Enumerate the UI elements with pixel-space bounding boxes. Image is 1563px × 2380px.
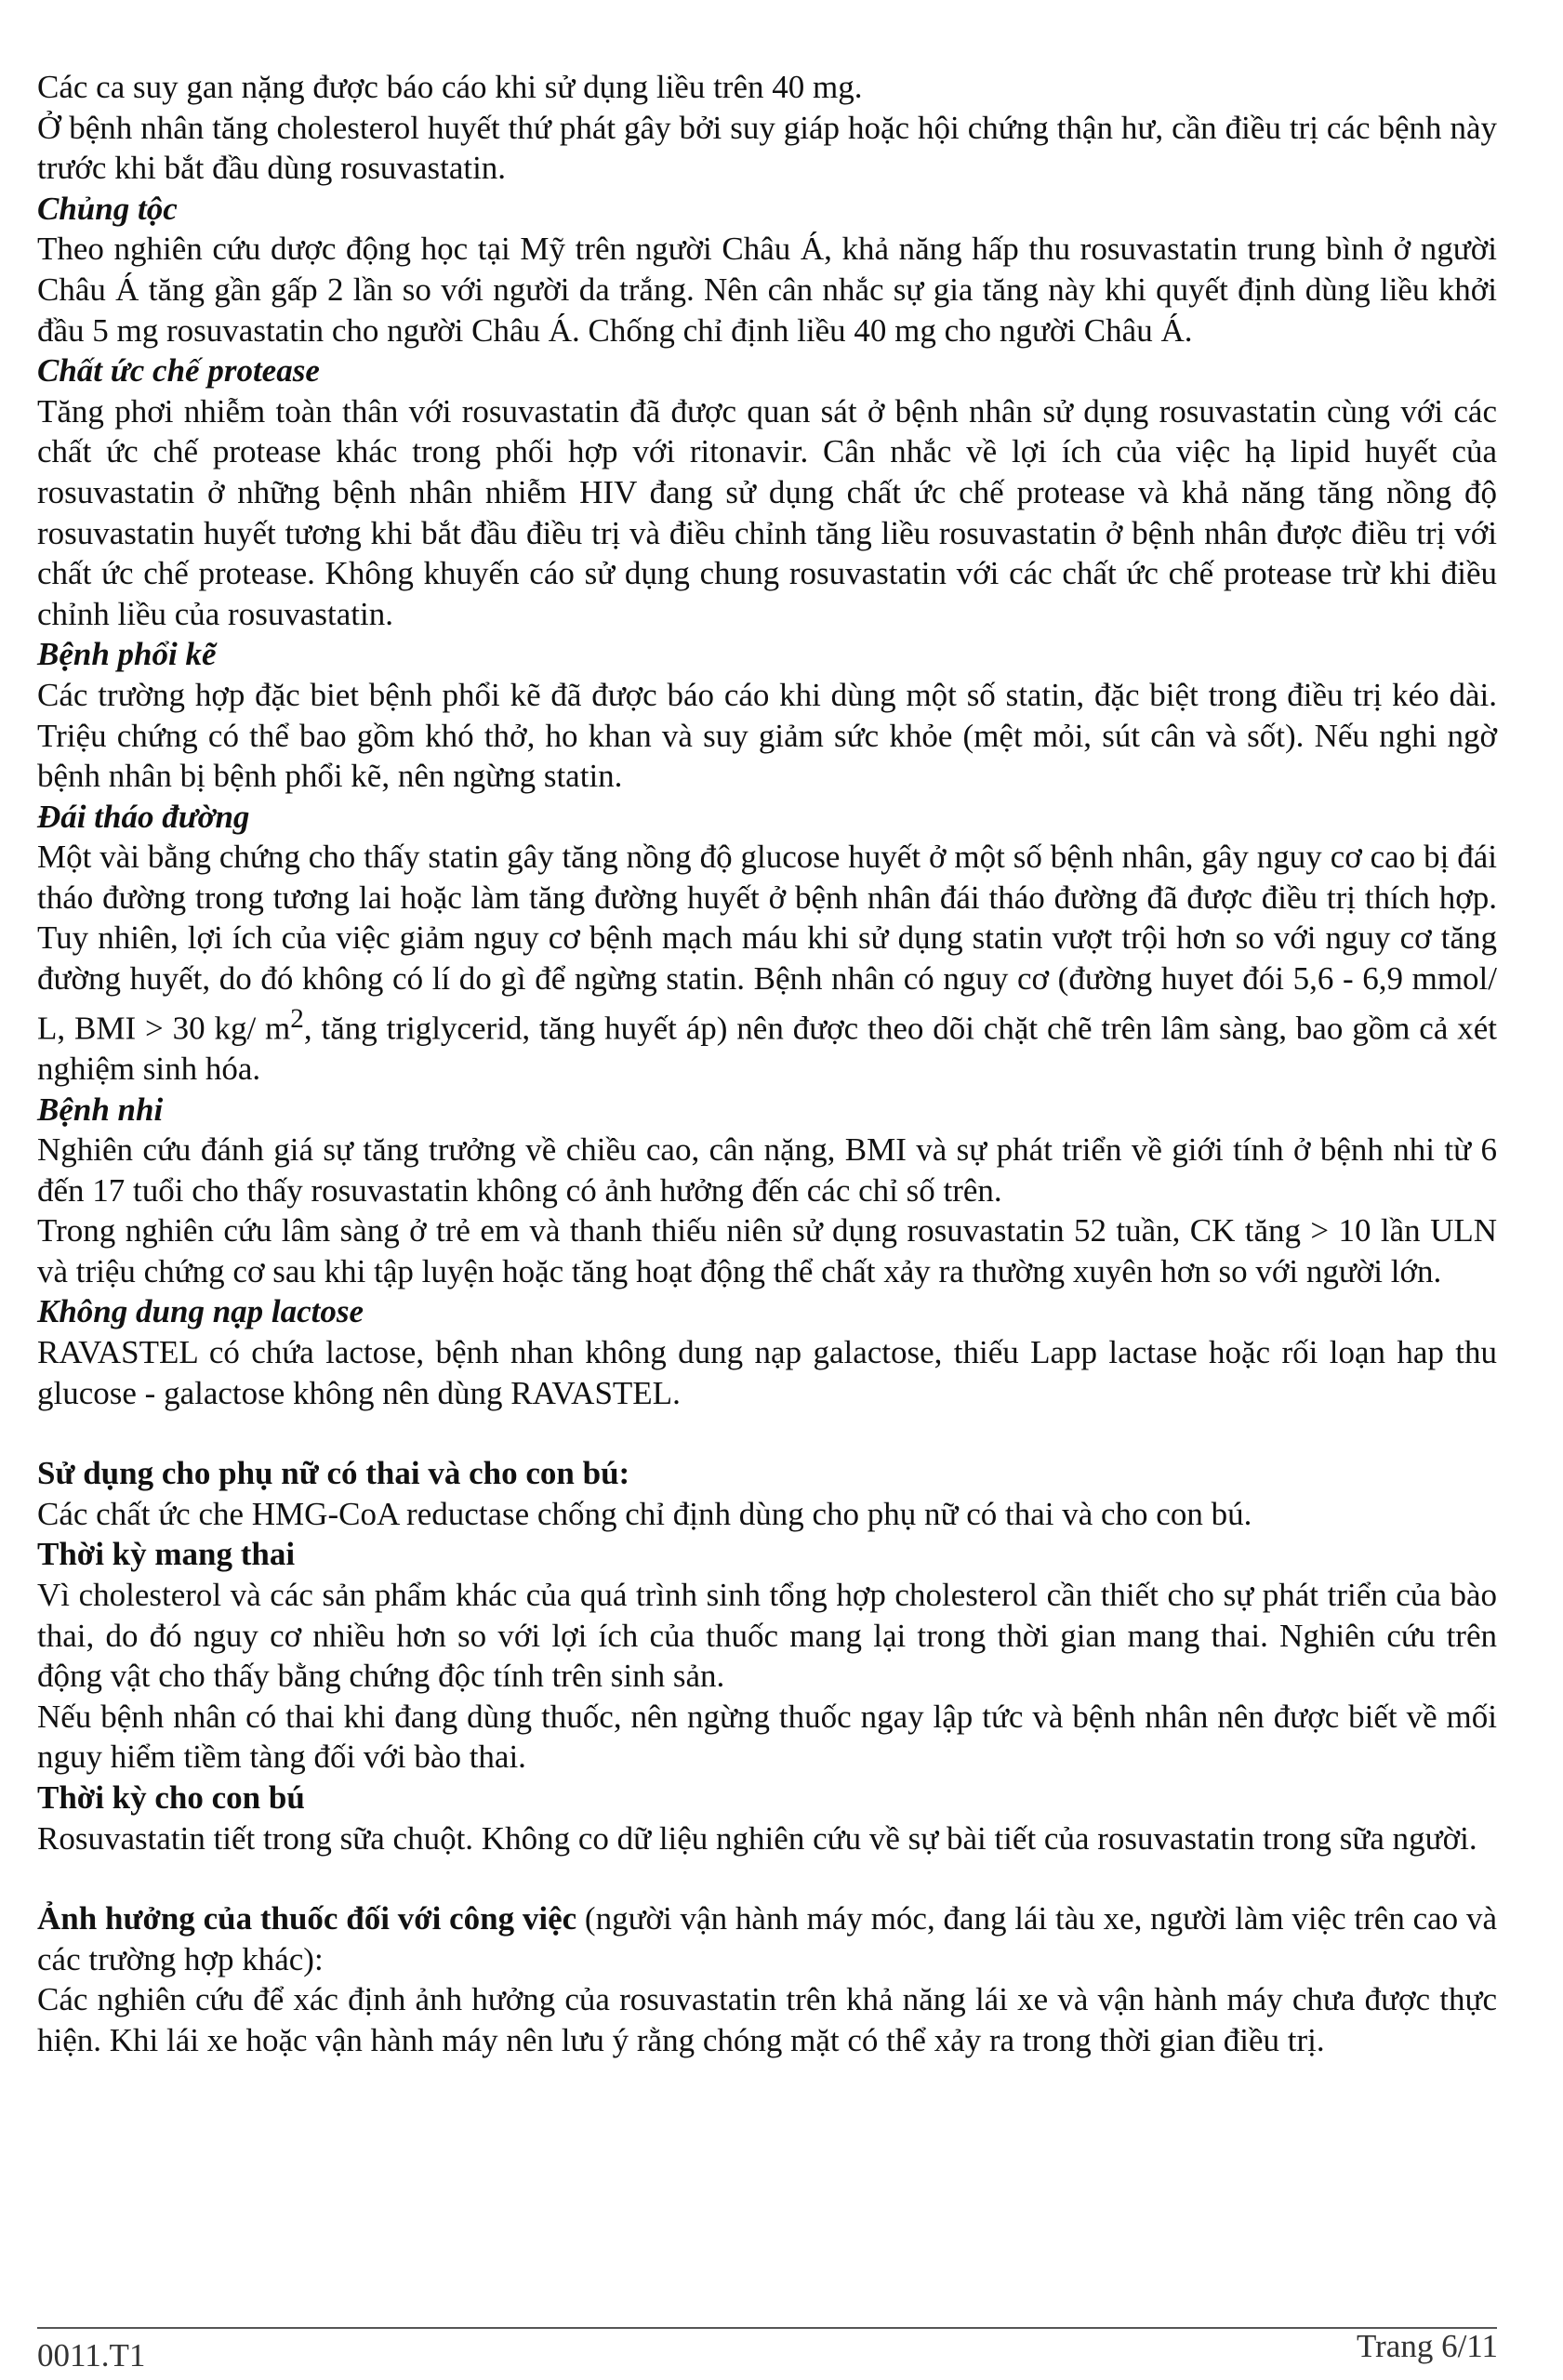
paragraph: Các chất ức che HMG-CoA reductase chống chỉ định dùng cho phụ nữ có thai và cho con bú.	[37, 1495, 1252, 1532]
paragraph: Nghiên cứu đánh giá sự tăng trưởng về chiều cao, cân nặng, BMI và sự phát triển về giới tính ở bệnh nhi từ 6 đến 17 tuổi cho thấy rosuvastatin không có ảnh hưởng đến các chỉ số trên.	[37, 1131, 1497, 1209]
section-heading-pediatrics: Bệnh nhi	[37, 1091, 164, 1128]
spacer	[37, 1858, 1497, 1898]
section-heading-race: Chủng tộc	[37, 190, 178, 227]
paragraph: Trong nghiên cứu lâm sàng ở trẻ em và thanh thiếu niên sử dụng rosuvastatin 52 tuần, CK tăng > 10 lần ULN và triệu chứng cơ sau khi tập luyện hoặc tăng hoạt động thể chất xảy ra thường xuyên hơn so với người lớn.	[37, 1212, 1497, 1289]
paragraph: RAVASTEL có chứa lactose, bệnh nhan không dung nạp galactose, thiếu Lapp lactase hoặc rối loạn hap thu glucose - galactose không nên dùng RAVASTEL.	[37, 1334, 1497, 1411]
document-code: 0011.T1	[37, 2337, 146, 2373]
heading-normal-part: (người vận hành máy móc, đang lái tàu xe, người làm việc trên cao và các trường hợp khác):	[37, 1900, 1497, 1977]
spacer	[37, 1413, 1497, 1453]
section-heading-pregnancy-lactation: Sử dụng cho phụ nữ có thai và cho con bú:	[37, 1455, 630, 1492]
section-heading-pregnancy: Thời kỳ mang thai	[37, 1536, 296, 1573]
paragraph-diabetes	[37, 837, 1497, 1089]
section-heading-lung: Bệnh phổi kẽ	[37, 636, 217, 673]
section-heading-protease: Chất ức chế protease	[37, 352, 320, 390]
paragraph: Các nghiên cứu để xác định ảnh hưởng của rosuvastatin trên khả năng lái xe và vận hành máy chưa được thực hiện. Khi lái xe hoặc vận hành máy nên lưu ý rằng chóng mặt có thể xảy ra trong thời gian điều trị.	[37, 1981, 1497, 2058]
document-body	[37, 67, 1497, 2061]
text-run: , tăng triglycerid, tăng huyết áp) nên được theo dõi chặt chẽ trên lâm sàng, bao gồm cả xét nghiệm sinh hóa.	[37, 1010, 1497, 1087]
section-heading-lactation: Thời kỳ cho con bú	[37, 1779, 305, 1816]
paragraph: Nếu bệnh nhân có thai khi đang dùng thuốc, nên ngừng thuốc ngay lập tức và bệnh nhân nên được biết về mối nguy hiểm tiềm tàng đối với bào thai.	[37, 1698, 1497, 1776]
paragraph: Rosuvastatin tiết trong sữa chuột. Không co dữ liệu nghiên cứu về sự bài tiết của rosuvastatin trong sữa người.	[37, 1819, 1477, 1857]
section-heading-diabetes: Đái tháo đường	[37, 798, 250, 835]
heading-bold-part: Ảnh hưởng của thuốc đối với công việc	[37, 1900, 577, 1937]
section-heading-lactose: Không dung nạp lactose	[37, 1293, 364, 1330]
footer-divider	[37, 2327, 1497, 2329]
paragraph: Theo nghiên cứu dược động học tại Mỹ trên người Châu Á, khả năng hấp thu rosuvastatin trung bình ở người Châu Á tăng gần gấp 2 lần so với người da trắng. Nên cân nhắc sự gia tăng này khi quyết định dùng liều khởi đầu 5 mg rosuvastatin cho người Châu Á. Chống chỉ định liều 40 mg cho người Châu Á.	[37, 231, 1497, 349]
paragraph: Tăng phơi nhiễm toàn thân với rosuvastatin đã được quan sát ở bệnh nhân sử dụng rosuvastatin cùng với các chất ức chế protease khác trong phối hợp với ritonavir. Cân nhắc về lợi ích của việc hạ lipid huyết của rosuvastatin ở những bệnh nhân nhiễm HIV đang sử dụng chất ức chế protease và khả năng tăng nồng độ rosuvastatin huyết tương khi bắt đầu điều trị và điều chỉnh tăng liều rosuvastatin ở bệnh nhân được điều trị với chất ức chế protease. Không khuyến cáo sử dụng chung rosuvastatin với các chất ức chế protease trừ khi điều chỉnh liều của rosuvastatin.	[37, 392, 1497, 632]
text-run: Một vài bằng chứng cho thấy statin gây tăng nồng độ glucose huyết ở một số bệnh nhân, gây nguy cơ cao bị đái tháo đường trong tương lai hoặc làm tăng đường huyết ở bệnh nhân đái tháo đường đã được điều trị thích hợp. Tuy nhiên, lợi ích của việc giảm nguy cơ bệnh mạch máu khi sử dụng statin vượt trội hơn so với nguy cơ tăng đường huyết, do đó không có lí do gì để ngừng statin. Bệnh nhân có nguy cơ (đường huyet đói 5,6 - 6,9 mmol/ L, BMI > 30 kg/ m	[37, 839, 1497, 1047]
paragraph: Các trường hợp đặc biet bệnh phổi kẽ đã được báo cáo khi dùng một số statin, đặc biệt trong điều trị kéo dài. Triệu chứng có thể bao gồm khó thở, ho khan và suy giảm sức khỏe (mệt mỏi, sút cân và sốt). Nếu nghi ngờ bệnh nhân bị bệnh phổi kẽ, nên ngừng statin.	[37, 676, 1497, 795]
section-heading-work	[37, 1898, 1497, 1979]
paragraph: Ở bệnh nhân tăng cholesterol huyết thứ phát gây bởi suy giáp hoặc hội chứng thận hư, cần điều trị các bệnh này trước khi bắt đầu dùng rosuvastatin.	[37, 109, 1497, 187]
superscript: 2	[290, 1003, 304, 1034]
paragraph: Các ca suy gan nặng được báo cáo khi sử dụng liều trên 40 mg.	[37, 69, 863, 105]
page-number: Trang 6/11	[1356, 2328, 1498, 2364]
paragraph: Vì cholesterol và các sản phẩm khác của quá trình sinh tổng hợp cholesterol cần thiết cho sự phát triển của bào thai, do đó nguy cơ nhiều hơn so với lợi ích của thuốc mang lại trong thời gian mang thai. Nghiên cứu trên động vật cho thấy bằng chứng độc tính trên sinh sản.	[37, 1577, 1497, 1695]
